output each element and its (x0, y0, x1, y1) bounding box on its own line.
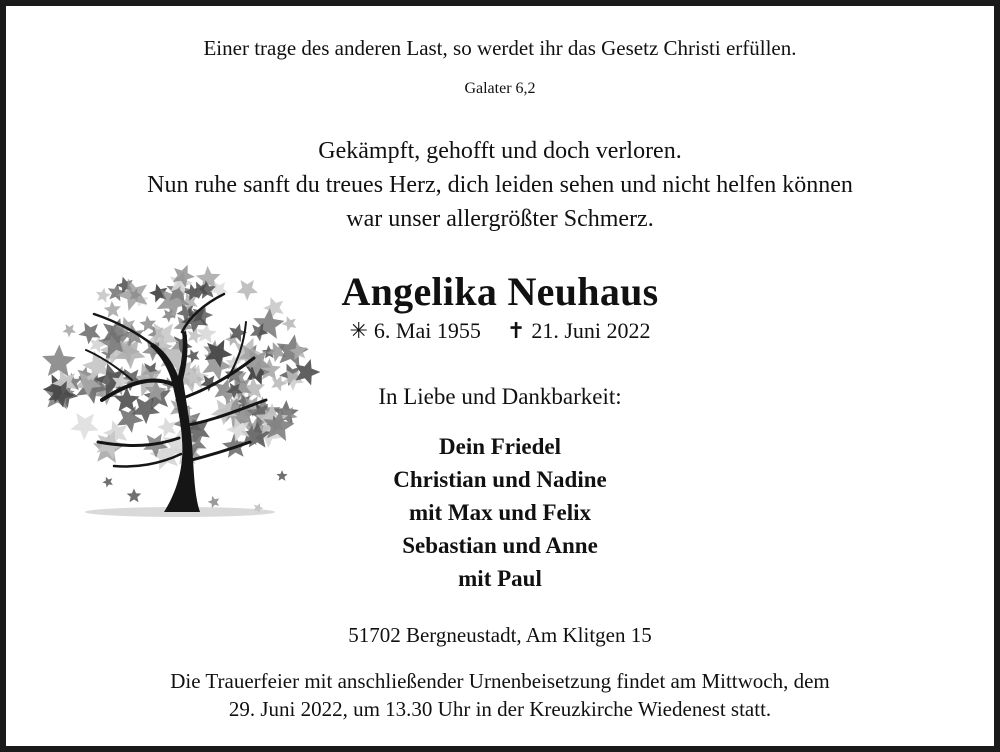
birth-date: 6. Mai 1955 (373, 318, 481, 343)
mourner: Dein Friedel (439, 434, 561, 459)
poem-line: Nun ruhe sanft du treues Herz, dich leiden sehen und nicht helfen können (147, 172, 853, 198)
death-date: 21. Juni 2022 (531, 318, 651, 343)
birth-star-icon: ✳ (349, 318, 368, 343)
deceased-name: Angelika Neuhaus (341, 269, 659, 314)
mourner: mit Max und Felix (408, 500, 592, 525)
poem-line: war unser allergrößter Schmerz. (346, 206, 654, 232)
verse-reference: Galater 6,2 (464, 80, 536, 97)
leaf (41, 344, 76, 377)
mourner: mit Paul (458, 566, 542, 591)
life-dates (6, 318, 994, 344)
mourner: Sebastian und Anne (402, 533, 598, 558)
thanks-line: In Liebe und Dankbarkeit: (378, 384, 622, 409)
poem-line: Gekämpft, gehofft und doch verloren. (318, 138, 682, 164)
funeral-service-info (6, 667, 994, 723)
bible-verse: Einer trage des anderen Last, so werdet ihr das Gesetz Christi erfüllen. (203, 36, 797, 60)
mourners-list (6, 430, 994, 595)
death-cross-icon: ✝ (506, 318, 526, 343)
service-line: Die Trauerfeier mit anschließender Urnenbeisetzung findet am Mittwoch, dem (170, 669, 830, 693)
address: 51702 Bergneustadt, Am Klitgen 15 (348, 623, 652, 647)
service-line: 29. Juni 2022, um 13.30 Uhr in der Kreuzkirche Wiedenest statt. (228, 697, 772, 721)
mourner: Christian und Nadine (393, 467, 607, 492)
poem (6, 134, 994, 236)
